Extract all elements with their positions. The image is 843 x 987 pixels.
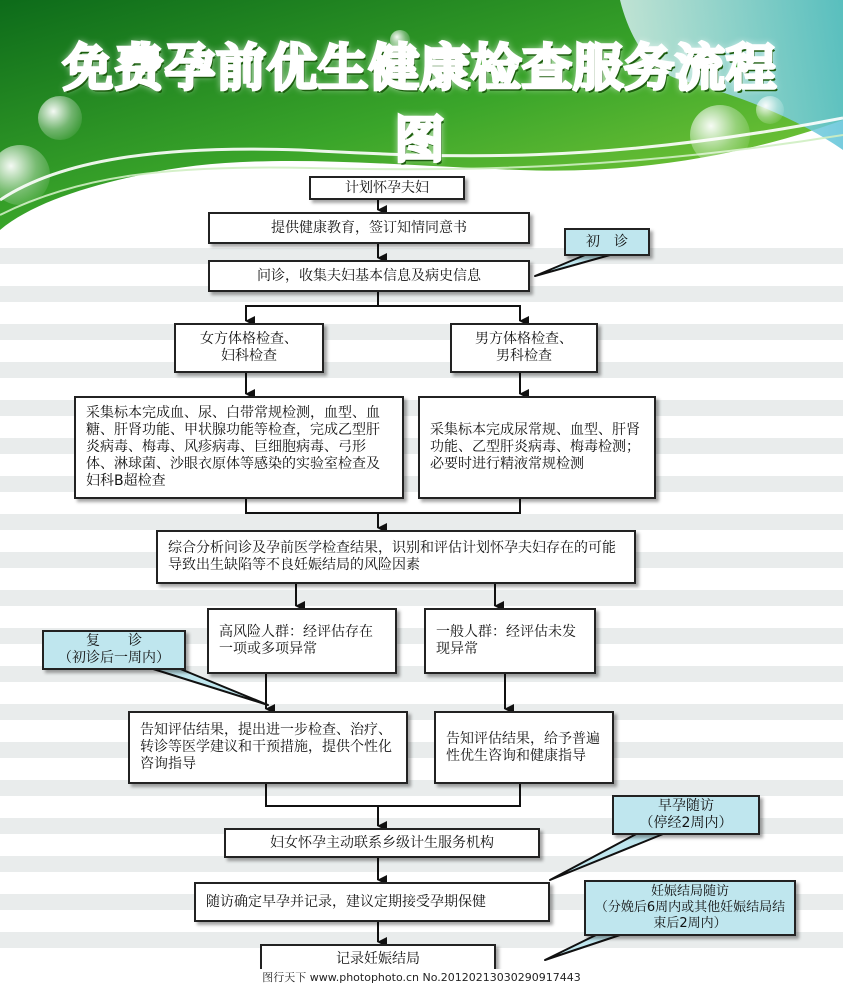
node-high-risk bbox=[207, 608, 397, 674]
node-inquiry-label: 问诊，收集夫妇基本信息及病史信息 bbox=[257, 267, 481, 284]
branch-to-male bbox=[378, 306, 520, 321]
node-general-label: 一般人群：经评估未发现异常 bbox=[436, 624, 576, 657]
node-female-exam bbox=[174, 323, 324, 373]
node-contact bbox=[224, 828, 540, 858]
node-education-label: 提供健康教育，签订知情同意书 bbox=[271, 219, 467, 236]
merge-inform-lines bbox=[266, 784, 520, 806]
callout-first-visit: 初 诊 bbox=[564, 228, 650, 256]
node-male-lab bbox=[418, 396, 656, 499]
callout-revisit: 复 诊 （初诊后一周内） bbox=[42, 630, 186, 670]
node-male-lab-label: 采集标本完成尿常规、血型、肝肾功能、乙型肝炎病毒、梅毒检测；必要时进行精液常规检测 bbox=[430, 422, 640, 472]
node-female-exam-label: 女方体格检查、 妇科检查 bbox=[200, 331, 298, 364]
node-high-risk-label: 高风险人群：经评估存在一项或多项异常 bbox=[219, 624, 373, 657]
footer-watermark: 图行天下 www.photophoto.cn No.20120213030290917443 bbox=[0, 969, 843, 987]
callout-outcome: 妊娠结局随访 （分娩后6周内或其他妊娠结局结束后2周内） bbox=[584, 880, 796, 936]
node-education bbox=[208, 212, 530, 244]
merge-male-to-analysis bbox=[378, 499, 520, 513]
node-analysis-label: 综合分析问诊及孕前医学检查结果，识别和评估计划怀孕夫妇存在的可能导致出生缺陷等不良妊娠结局的风险因素 bbox=[168, 540, 616, 573]
node-male-exam-label: 男方体格检查、 男科检查 bbox=[475, 331, 573, 364]
branch-to-female bbox=[246, 292, 378, 321]
node-female-lab-label: 采集标本完成血、尿、白带常规检测，血型、血糖、肝肾功能、甲状腺功能等检查，完成乙型肝炎病毒、梅毒、风疹病毒、巨细胞病毒、弓形体、淋球菌、沙眼衣原体等感染的实验室检查及妇科B超检查 bbox=[86, 405, 380, 489]
node-inquiry bbox=[208, 260, 530, 292]
node-plan bbox=[309, 176, 465, 200]
node-female-lab bbox=[74, 396, 404, 499]
node-inform-general-label: 告知评估结果，给予普遍性优生咨询和健康指导 bbox=[446, 730, 600, 764]
node-general bbox=[424, 608, 596, 674]
node-followup-label: 随访确定早孕并记录，建议定期接受孕期保健 bbox=[206, 893, 486, 910]
node-inform-high bbox=[128, 711, 408, 784]
node-male-exam bbox=[450, 323, 598, 373]
node-plan-label: 计划怀孕夫妇 bbox=[345, 179, 429, 196]
node-contact-label: 妇女怀孕主动联系乡级计生服务机构 bbox=[270, 834, 494, 851]
merge-female-to-analysis bbox=[246, 499, 378, 528]
node-analysis bbox=[156, 530, 636, 584]
node-inform-general bbox=[434, 711, 614, 784]
callout-early-pregnancy: 早孕随访 （停经2周内） bbox=[612, 795, 760, 835]
node-followup bbox=[194, 882, 550, 922]
callout-pointer-first-visit bbox=[535, 255, 610, 276]
callout-pointer-early-pregnancy bbox=[550, 832, 668, 880]
callout-pointer-outcome bbox=[545, 935, 620, 960]
page-title: 免费孕前优生健康检查服务流程图 bbox=[63, 39, 777, 169]
node-record-label: 记录妊娠结局 bbox=[336, 950, 420, 967]
node-inform-high-label: 告知评估结果，提出进一步检查、治疗、转诊等医学建议和干预措施，提供个性化咨询指导 bbox=[140, 722, 392, 772]
